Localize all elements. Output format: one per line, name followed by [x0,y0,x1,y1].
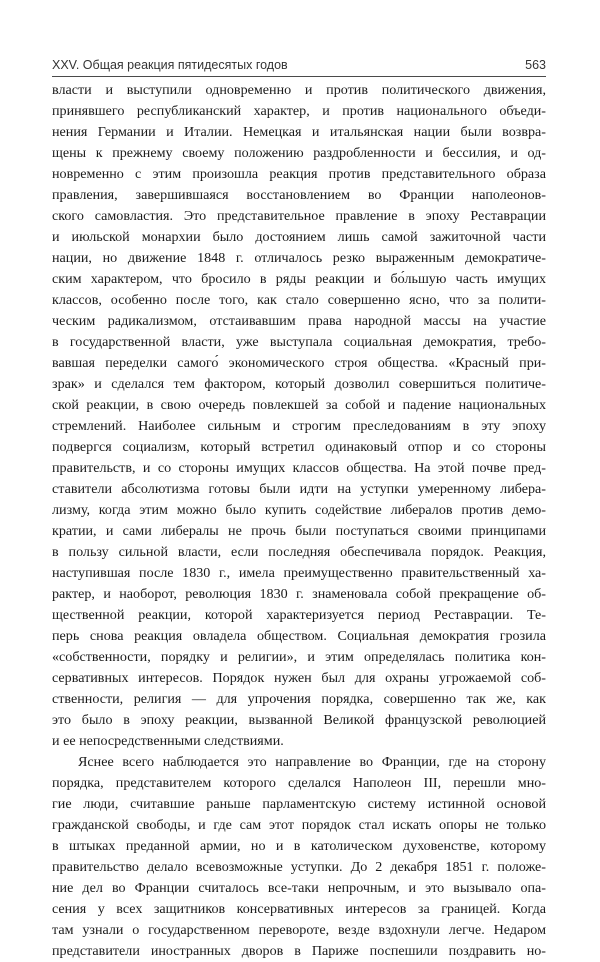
text-line: в государственной власти, уже выступала социальная демократия, требо- [52,334,546,350]
paragraph [52,80,546,752]
text-line: зрак» и сделался тем фактором, который дозволил совершиться политиче- [52,376,546,392]
text-line: ставители абсолютизма готовы были идти на уступки умеренному либера- [52,481,546,497]
text-line: вавшая переделки самого́ экономического строя общества. «Красный при- [52,355,546,371]
text-line: щены к прежнему своему положению раздробленности и бессилия, и од- [52,145,546,161]
text-line: ственности, религия — для упрочения порядка, совершенно так же, как [52,691,546,707]
text-line: гие люди, считавшие раньше парламентскую систему истинной основой [52,796,546,812]
paragraph [52,752,546,962]
text-line: новременно с этим произошла реакция против представительного образа [52,166,546,182]
text-line: подвергся социализм, который встретил одинаковый отпор и со стороны [52,439,546,455]
text-line: принявшего республиканский характер, и против национального объеди- [52,103,546,119]
running-header [52,48,546,77]
text-line: кратии, и сами либералы не прочь были поступаться своими принципами [52,523,546,539]
text-line: ской реакции, в свою очередь повлекшей за собой и падение национальных [52,397,546,413]
text-line: правительство делало всевозможные уступки. До 2 декабря 1851 г. положе- [52,859,546,875]
text-line: ческим радикализмом, отстаивавшим права народной массы на участие [52,313,546,329]
text-line: и ее непосредственными следствиями. [52,733,284,749]
body-text [52,80,546,962]
text-line: и июльской монархии было достоянием лишь самой зажиточной части [52,229,546,245]
text-line: в штыках преданной армии, но и в католическом духовенстве, которому [52,838,546,854]
text-line: нения Германии и Италии. Немецкая и итальянская нации были возвра- [52,124,546,140]
text-line: наступившая после 1830 г., имела преимущественно правительственный ха- [52,565,546,581]
text-line: это было в эпоху реакции, вызванной Великой французской революцией [52,712,546,728]
text-line: власти и выступили одновременно и против политического движения, [52,82,546,98]
text-line: представители иностранных дворов в Париже поспешили поздравить но- [52,943,546,959]
text-line: перь снова реакция овладела обществом. Социальная демократия грозила [52,628,546,644]
page-number: 563 [525,58,546,72]
text-line: «собственности, порядку и религии», и этим определялась политика кон- [52,649,546,665]
text-line: правительств, и со стороны имущих классов общества. На этой почве пред- [52,460,546,476]
text-line: Яснее всего наблюдается это направление во Франции, где на сторону [78,754,546,770]
text-line: стремлений. Наиболее сильным и строгим преследованиям в эту эпоху [52,418,546,434]
text-line: ского самовластия. Это представительное правление в эпоху Реставрации [52,208,546,224]
text-line: гражданской свободы, и где сам этот порядок стал искать опоры не только [52,817,546,833]
text-line: нации, но движение 1848 г. отличалось резко выраженным демократиче- [52,250,546,266]
text-line: порядка, представителем которого сделался Наполеон III, перешли мно- [52,775,546,791]
text-line: сервативных интересов. Порядок нужен был для охраны угрожаемой соб- [52,670,546,686]
chapter-title: XXV. Общая реакция пятидесятых годов [52,58,288,72]
text-line: рактер, и наоборот, революция 1830 г. знаменовала собой прекращение об- [52,586,546,602]
text-line: щественной реакции, которой характеризуется период Реставрации. Те- [52,607,546,623]
text-line: ским характером, что бросило в ряды реакции и бо́льшую часть имущих [52,271,546,287]
text-line: в пользу сильной власти, если последняя обеспечивала порядок. Реакция, [52,544,546,560]
text-line: ние дел во Франции считалось все-таки непрочным, и это вызывало опа- [52,880,546,896]
text-line: классов, особенно после того, как стало совершенно ясно, что за полити- [52,292,546,308]
text-line: лизму, когда этим можно было купить содействие либералов против демо- [52,502,546,518]
text-line: там узнали о государственном перевороте, везде вздохнули легче. Недаром [52,922,546,938]
text-line: правления, завершившаяся восстановлением во Франции наполеонов- [52,187,546,203]
text-line: сения у всех защитников консервативных интересов за границей. Когда [52,901,546,917]
